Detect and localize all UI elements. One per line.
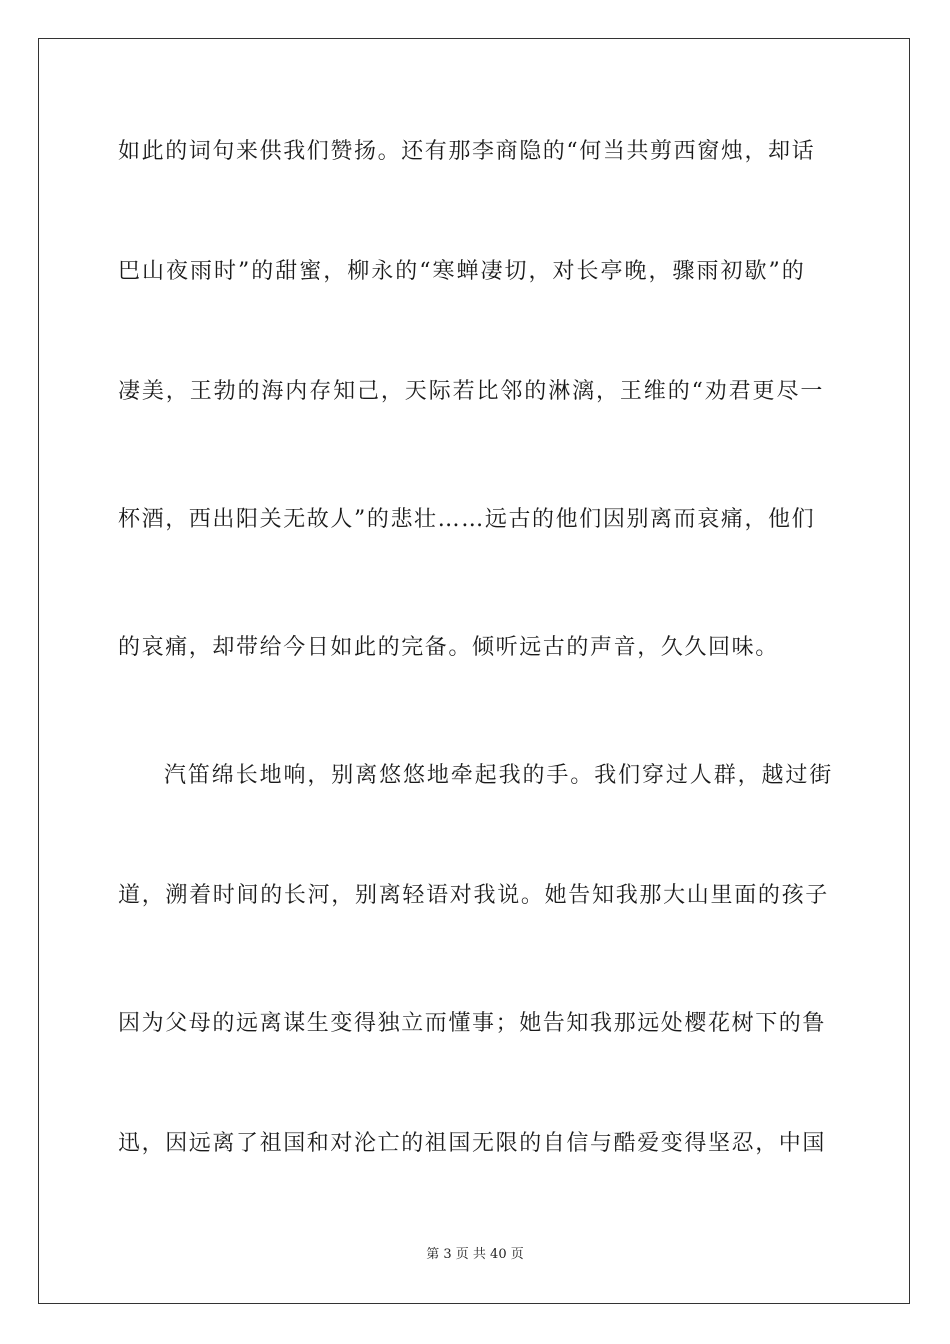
text-line-4: 杯酒，西出阳关无故人”的悲壮……远古的他们因别离而哀痛，他们 bbox=[118, 507, 816, 532]
text-line-7: 道，溯着时间的长河，别离轻语对我说。她告知我那大山里面的孩子 bbox=[118, 883, 830, 908]
text-line-8: 因为父母的远离谋生变得独立而懂事；她告知我那远处樱花树下的鲁 bbox=[118, 1011, 827, 1036]
text-line-5: 的哀痛，却带给今日如此的完备。倾听远古的声音，久久回味。 bbox=[118, 635, 779, 660]
text-line-3: 凄美，王勃的海内存知己，天际若比邻的淋漓，王维的“劝君更尽一 bbox=[118, 379, 825, 404]
page-border bbox=[38, 38, 910, 1304]
text-line-1: 如此的词句来供我们赞扬。还有那李商隐的“何当共剪西窗烛，却话 bbox=[118, 139, 816, 164]
page-number-footer: 第 3 页 共 40 页 bbox=[426, 1247, 524, 1262]
paragraph-start-line: 汽笛绵长地响，别离悠悠地牵起我的手。我们穿过人群，越过街 bbox=[164, 763, 834, 788]
text-line-2: 巴山夜雨时”的甜蜜，柳永的“寒蝉凄切，对长亭晚，骤雨初歇”的 bbox=[118, 259, 806, 284]
text-line-9: 迅，因远离了祖国和对沦亡的祖国无限的自信与酷爱变得坚忍，中国 bbox=[118, 1131, 827, 1156]
